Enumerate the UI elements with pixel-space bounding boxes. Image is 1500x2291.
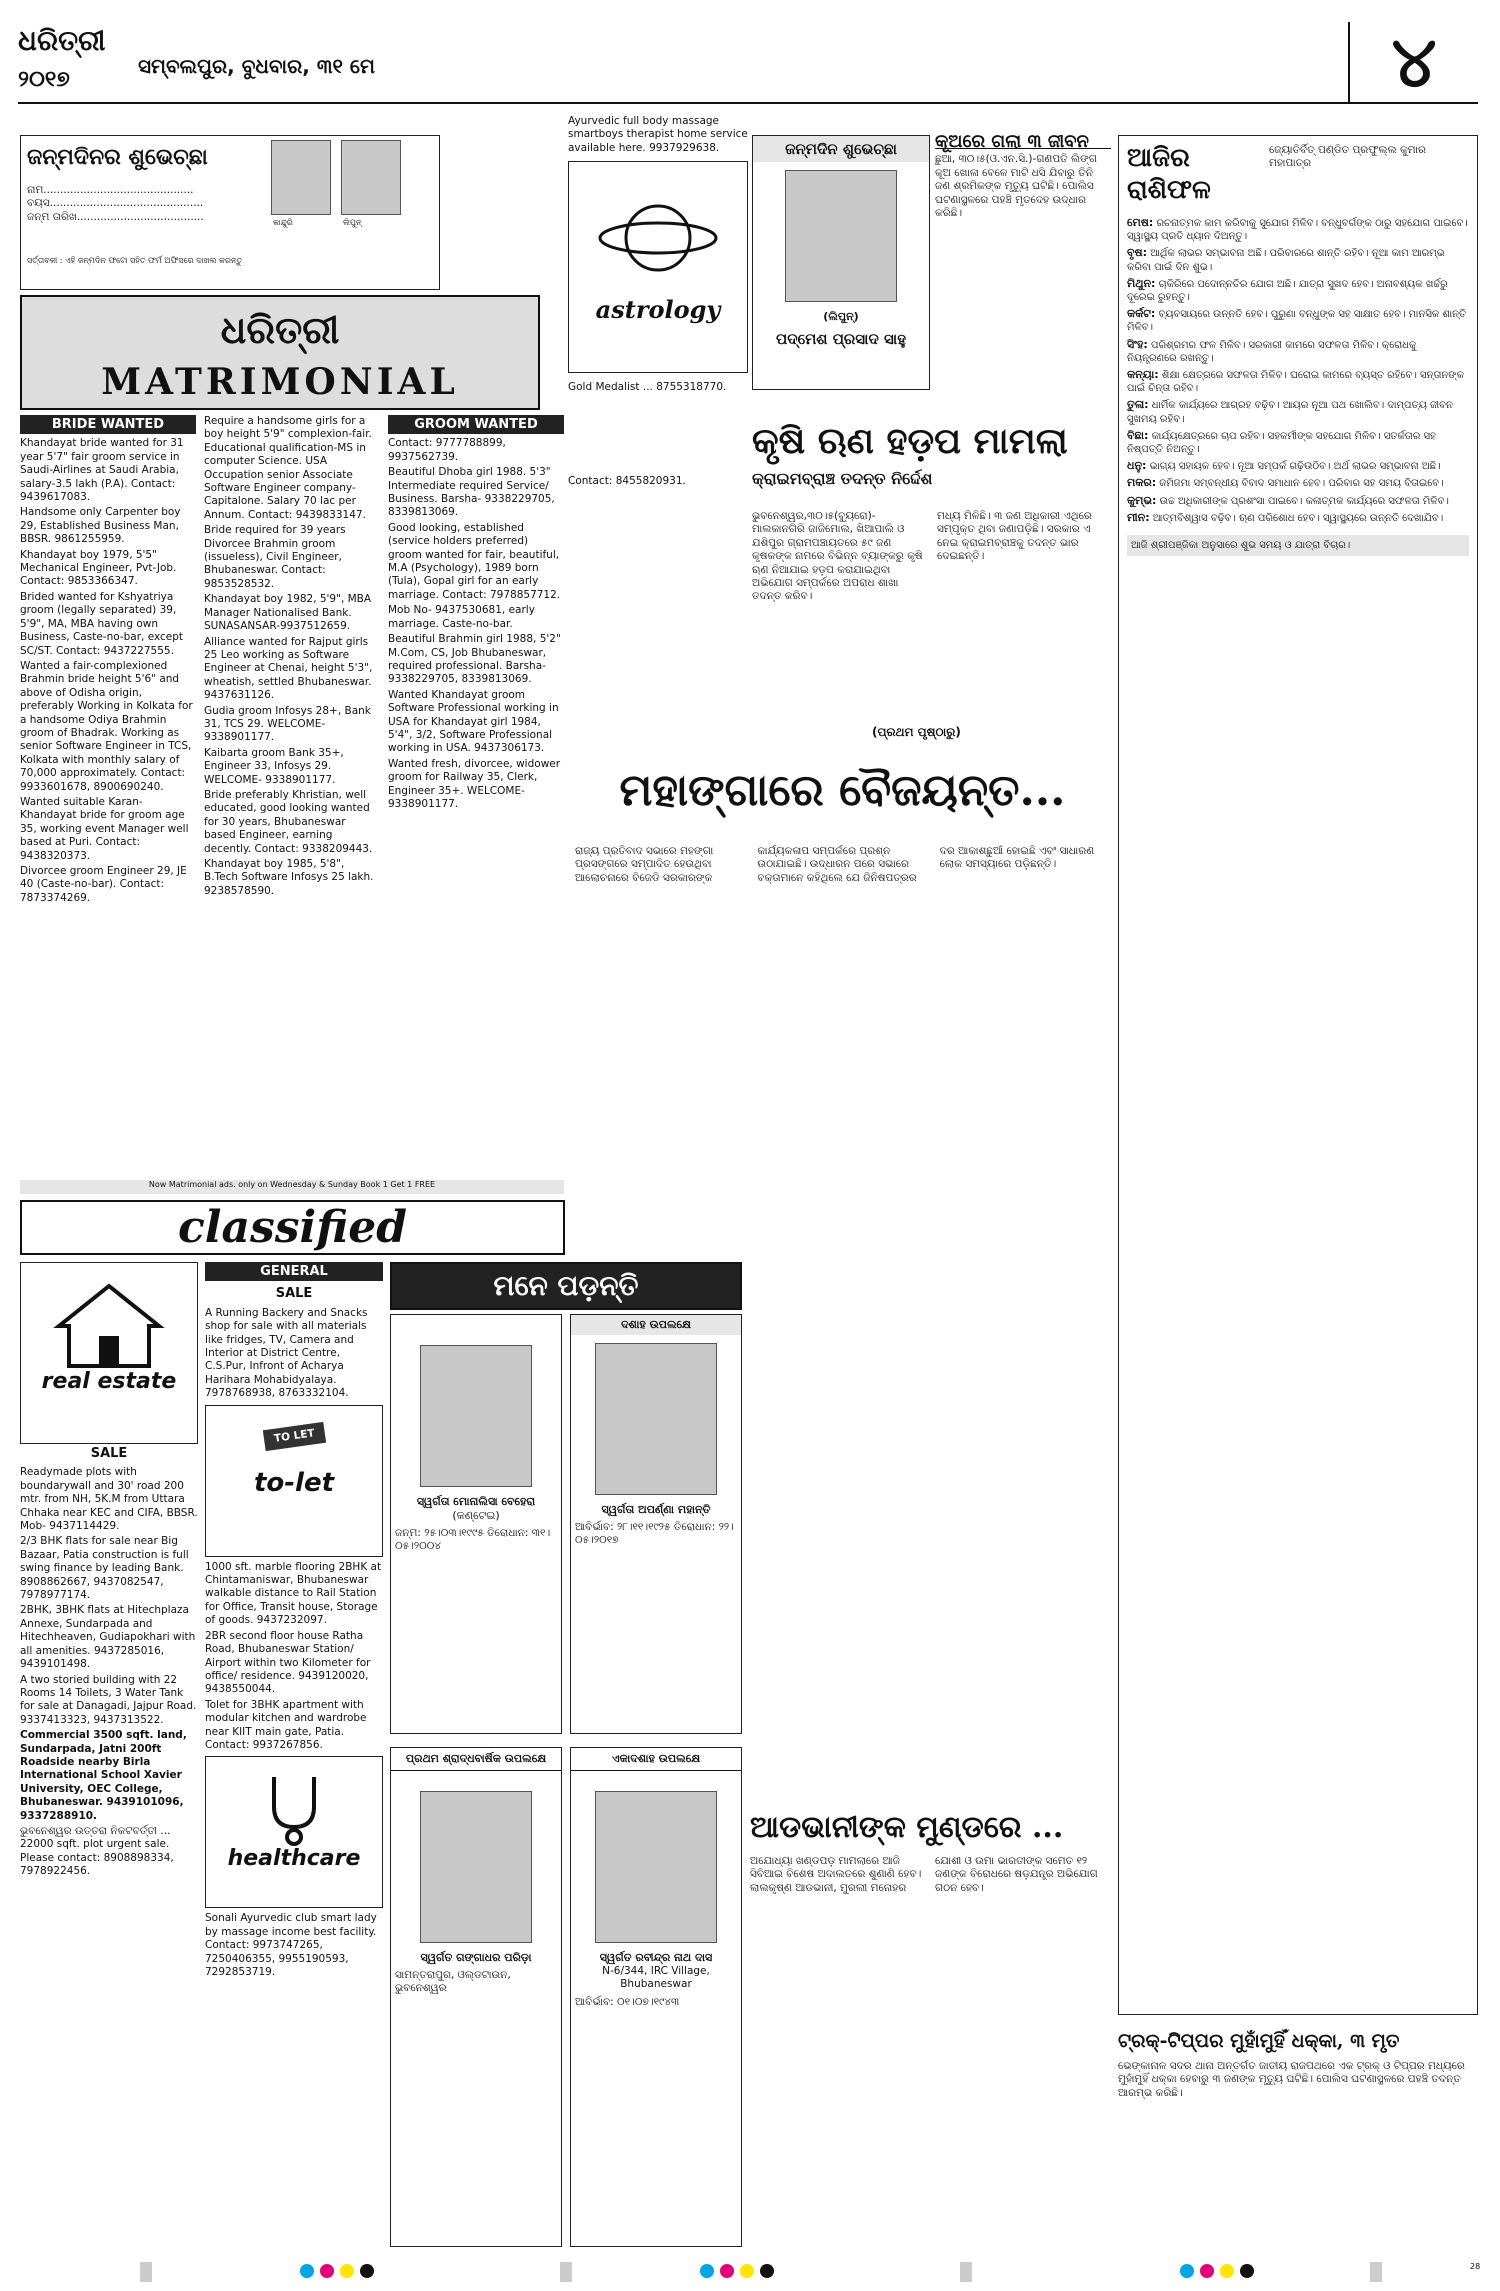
groom-wanted-column [388,415,564,1175]
rashiphala-signs [1127,216,1469,1946]
from-name: ପଦ୍ମେଶ ପ୍ରସାଦ ସାହୁ [776,330,906,348]
dateline: ସମ୍ବଲପୁର, ବୁଧବାର, ୩୧ ମେ [138,54,375,78]
rashi-text: ଉଚ୍ଚ ଅଧିକାରୀଙ୍କ ପ୍ରଶଂସା ପାଇବେ। କଳାତ୍ମକ କାର୍ଯ୍ୟରେ ସଫଳତା ମିଳିବ। [1159,495,1449,507]
memorial-name-3: ସ୍ୱର୍ଗତ ଗଙ୍ଗାଧର ପରିଡ଼ା [420,1951,532,1964]
classified-banner [20,1200,565,1255]
matrimonial-ad: Beautiful Dhoba girl 1988. 5'3" Intermediate required Service/ Business. Barsha- 9338229705, 8339813069. [388,466,555,519]
news-well-body: ଛୁଆ, ୩୦।୫(ଓ.ଏନ.ସି.)-ଗଣପତି ଲିଙ୍ଗ କୂଅ ଖୋଳା ବେଳେ ମାଟି ଧସି ଯିବାରୁ ତିନି ଜଣ ଶ୍ରମିକଙ୍କ ମୃତ୍ୟୁ ଘଟିଛି। ପୋଲିସ ଘଟଣାସ୍ଥଳରେ ପହଞ୍ଚି ମୃତଦେହ ଉଦ୍ଧାର କରିଛି। [935,153,1097,220]
classified-ad: 2/3 BHK flats for sale near Big Bazaar, Patia construction is full swing finance by leading Bank. 8908862667, 9437082547, 7978977174. [20,1535,189,1602]
matrimonial-ad: Good looking, established (service holders preferred) groom wanted for fair, beautiful, M.A (Psychology), 1989 born (Tula), Gopal girl for an early marriage. Contact: 7978857712. [388,521,561,601]
matrimonial-ad: Khandayat boy 1979, 5'5" Mechanical Engineer, Pvt-Job. Contact: 9853366347. [20,548,177,588]
matrimonial-ad: Brided wanted for Kshyatriya groom (legally separated) 39, 5'9", MA, MBA having own Business, Caste-no-bar, except SC/ST. Contact: 9437227555. [20,590,184,657]
rashi-text: ଆର୍ଥିକ ଲାଭର ସମ୍ଭାବନା ଅଛି। ପରିବାରରେ ଶାନ୍ତି ରହିବ। ନୂଆ କାମ ଆରମ୍ଭ କରିବା ପାଇଁ ଦିନ ଶୁଭ। [1127,248,1445,273]
rashi-item [1127,494,1469,508]
house-icon [49,1281,169,1371]
saturn-icon [598,178,718,298]
matrimonial-banner [20,295,540,410]
rashi-item [1127,307,1469,334]
rashi-text: ଜମିଜମା ସମ୍ବନ୍ଧୀୟ ବିବାଦ ସମାଧାନ ହେବ। ପରିବାର ସହ ସମୟ ବିତାଇବେ। [1159,478,1444,490]
memorial-text-1: ଜନ୍ମ: ୨୫।୦୩।୧୯୯୫ ତିରୋଧାନ: ୩୧।୦୫।୨୦୦୪ [395,1527,551,1553]
birthday-photo-1 [271,140,331,215]
child-photo [785,170,897,302]
rashi-item [1127,429,1469,456]
registration-dot-magenta [1200,2264,1214,2278]
rashi-name: ବୃଷ: [1127,246,1148,260]
registration-dot-yellow [340,2264,354,2278]
registration-marks [0,2256,1500,2291]
classified-ad: ଭୁବନେଶ୍ୱର ଉତ୍ତରା ନିକଟବର୍ତ୍ତୀ ... 22000 sqft. plot urgent sale. Please contact: 8908898334, 7978922456. [20,1824,174,1878]
birthday-wish-box [752,135,930,390]
memorial-2 [570,1314,742,1734]
classified-ad: A two storied building with 22 Rooms 14 Toilets, 3 Water Tank for sale at Danagadi, Jajpur Road. 9337413323, 9437313522. [20,1673,197,1726]
matrimonial-ad: Handsome only Carpenter boy 29, Established Business Man, BBSR. 9861255959. [20,506,181,546]
matrimonial-middle-column [204,415,380,1175]
rashi-name: କୁମ୍ଭ: [1127,493,1157,507]
memorial-photo-3 [420,1791,532,1943]
rashi-name: ବିଛା: [1127,428,1149,442]
registration-dot-magenta [720,2264,734,2278]
news-price [575,765,1110,1345]
memorial-photo-2 [595,1343,717,1495]
news-truck [1118,2030,1478,2250]
matrimonial-ad: Kaibarta groom Bank 35+, Engineer 33, Infosys 29. WELCOME- 9338901177. [204,746,344,786]
healthcare-label: healthcare [227,1845,361,1871]
news-loan [752,420,1112,750]
mane-padanti-section [390,1262,742,2247]
matrimonial-ad: Contact: 9777788899, 9937562739. [388,437,506,463]
memorial-name-1: ସ୍ୱର୍ଗତା ମୋନାଲିସା ବେହେରା [416,1495,536,1508]
general-column [205,1262,383,2247]
matrimonial-ad: Divorcee groom Engineer 29, JE 40 (Caste-no-bar). Contact: 7873374269. [20,865,187,904]
massage-ad: Ayurvedic full body massage smartboys therapist home service available here. 9937929638. [568,115,748,154]
rashi-item [1127,398,1469,425]
rashi-text: ପରିଶ୍ରମର ଫଳ ମିଳିବ। ସରକାରୀ କାମରେ ସଫଳତା ମିଳିବ। କ୍ରୋଧକୁ ନିୟନ୍ତ୍ରଣରେ ରଖନ୍ତୁ। [1127,339,1417,364]
rashi-text: ଭାଗ୍ୟ ସହାୟକ ହେବ। ନୂଆ ସମ୍ପର୍କ ଗଢ଼ିଉଠିବ। ଅର୍ଥ ଲାଭର ସମ୍ଭାବନା ଅଛି। [1149,461,1441,473]
memorial-text-2: ଆବିର୍ଭାବ: ୨୮।୧୧।୧୯୨୫ ତିରୋଧାନ: ୨୨।୦୫।୨୦୧୭ [575,1521,734,1547]
rashi-name: ମିଥୁନ: [1127,276,1156,290]
rashi-item [1127,511,1469,525]
news-truck-body: ଭେଙ୍କାନାଳ ସଦର ଥାନା ଅନ୍ତର୍ଗତ ଜାତୀୟ ରାଜପଥରେ ଏକ ଟ୍ରକ୍ ଓ ଟିପ୍ପର ମଧ୍ୟରେ ମୁହାଁମୁହିଁ ଧକ୍କା ହେବାରୁ ୩ ଜଣଙ୍କ ମୃତ୍ୟୁ ଘଟିଛି। ପୋଲିସ ଘଟଣାସ୍ଥଳରେ ପହଞ୍ଚି ତଦନ୍ତ ଆରମ୍ଭ କରିଛି। [1118,2060,1465,2099]
classified-ad: 2BHK, 3BHK flats at Hitechplaza Annexe, Sundarpada and Hitechheaven, Gudiapokhari with all amenities. 9437285016, 9439101498. [20,1604,196,1671]
registration-dot-black [360,2264,374,2278]
memorial-name-2: ସ୍ୱର୍ଗତା ଅପର୍ଣ୍ଣା ମହାନ୍ତି [601,1503,711,1516]
registration-dot-cyan [700,2264,714,2278]
matrimonial-ad: Gudia groom Infosys 28+, Bank 31, TCS 29. WELCOME- 9338901177. [204,704,371,744]
classified-ad: 2BR second floor house Ratha Road, Bhubaneswar Station/ Airport within two Kilometer for office/ residence. 9439120020, 9438550044. [205,1629,371,1696]
news-truck-headline: ଟ୍ରକ୍-ଟିପ୍ପର ମୁହାଁମୁହିଁ ଧକ୍କା, ୩ ମୃତ [1118,2030,1400,2052]
news-loan-body-right: ମଧ୍ୟ ମିଳିଛି। ୩ ଜଣ ଅଧିକାରୀ ଏଥିରେ ସମ୍ପୃକ୍ତ ଥିବା ଜଣାପଡ଼ିଛି। ସରକାର ଏ ନେଇ କ୍ରାଇମବ୍ରାଞ୍ଚକୁ ତଦନ୍ତ ଭାର ଦେଇଛନ୍ତି। [937,510,1092,563]
classified-ad: Sonali Ayurvedic club smart lady by massage income best facility. Contact: 9973747265, 7250406355, 9955190593, 7292853719. [205,1912,377,1978]
news-price-headline: ମହାଙ୍ଗାରେ ବୈଜୟନ୍ତ... [619,765,1066,816]
stethoscope-icon [254,1767,334,1847]
bride-wanted-column [20,415,196,1175]
newspaper-logo: ଧରିତ୍ରୀ ୨୦୧୭ [18,24,106,92]
memorial-name-4: ସ୍ୱର୍ଗତ ରବୀନ୍ଦ୍ର ନାଥ ଦାସ [599,1951,713,1964]
gold-medalist-ad: Gold Medalist ... 8755318770. [568,381,727,394]
rashi-name: ମେଷ: [1127,216,1154,229]
rashi-item [1127,246,1469,273]
photo-label-2: ଲିପୁନ୍ [343,218,362,227]
general-header: GENERAL [205,1262,383,1281]
real-estate-label: real estate [41,1369,177,1395]
memorial-title-4: ଏକାଦଶାହ ଉପଲକ୍ଷେ [571,1748,741,1771]
rashi-item [1127,216,1469,243]
rashi-name: କନ୍ୟା: [1127,368,1159,382]
news-well [935,135,1111,390]
birthday-photo-2 [341,140,401,215]
astrologer-name: ଜ୍ୟୋତିର୍ବିତ୍ ପଣ୍ଡିତ ପ୍ରଫୁଲ୍ଲ କୁମାର ମହାପାତ୍ର [1269,144,1426,170]
tolet-sign: TO LET [262,1422,325,1452]
news-loan-headline: କୃଷି ଋଣ ହଡ଼ପ ମାମଲା [752,420,1068,462]
matrimonial-ad: Bride required for 39 years Divorcee Brahmin groom (issueless), Civil Engineer, Bhubaneswar. Contact: 9853528532. [204,524,346,590]
memorial-title-2: ଦଶାହ ଉପଲକ୍ଷେ [571,1315,741,1335]
news-loan-subhead: କ୍ରାଇମବ୍ରାଞ୍ଚ ତଦନ୍ତ ନିର୍ଦ୍ଦେଶ [752,469,933,488]
general-sale-header: SALE [205,1284,383,1303]
real-estate-box [20,1262,198,1444]
registration-bar [560,2262,572,2282]
rashi-name: କର୍କଟ: [1127,307,1156,321]
news-well-headline: କୂଅରେ ଗଲା ୩ ଜୀବନ [935,135,1111,149]
memorial-1 [390,1314,562,1734]
form-field-age: ବୟସ.............................................. [27,197,204,210]
news-advani-headline: ଆଡଭାନୀଙ୍କ ମୁଣ୍ଡରେ ... [750,1810,1064,1845]
rashi-name: ସିଂହ: [1127,337,1148,351]
astrology-label: astrology [595,294,721,324]
birthday-form [20,135,440,290]
photo-label-1: କାନ୍ଦୁରି [273,218,293,227]
memorial-photo-4 [595,1791,717,1943]
rashi-item [1127,338,1469,365]
matrimonial-ad: Khandayat boy 1985, 5'8", B.Tech Software Infosys 25 lakh. 9238578590. [204,858,374,897]
news-price-body: ରାଜ୍ୟ ପ୍ରତିବାଦ ସଭାରେ ମହଙ୍ଗା ପ୍ରସଙ୍ଗରେ ସମ୍ପାଦିତ ହେଉଥିବା ଆଲୋଚନାରେ ବିଜେଡି ସରକାରଙ୍କ କାର୍ଯ୍ୟକଳାପ ସମ୍ପର୍କରେ ପ୍ରଶ୍ନ ଉଠାଯାଇଛି। ଉଦ୍ଧାରନ ପରେ ସଭାରେ ବକ୍ତାମାନେ କହିଥିଲେ ଯେ ଜିନିଷପତ୍ରର ଦର ଆକାଶଛୁଆଁ ହୋଇଛି ଏବଂ ସାଧାରଣ ଲୋକ ସମସ୍ୟାରେ ପଡ଼ିଛନ୍ତି। [575,845,1095,884]
news-advani-body: ଅଯୋଧ୍ୟା ଖଣ୍ଡପଡ଼ ମାମଲାରେ ଆଜି ସିବିଆଇ ବିଶେଷ ଅଦାଲତରେ ଶୁଣାଣି ହେବ। ଲାଲକୃଷ୍ଣ ଆଡଭାନୀ, ମୁରଲୀ ମନୋହର ଯୋଶୀ ଓ ଉମା ଭାରତୀଙ୍କ ସମେତ ୧୨ ଜଣଙ୍କ ବିରୋଧରେ ଷଡ଼ଯନ୍ତ୍ର ଅଭିଯୋଗ ଗଠନ ହେବ। [750,1855,1098,1894]
birthday-wish-title: ଜନ୍ମଦିନ ଶୁଭେଚ୍ଛା [753,136,929,162]
memorial-4 [570,1747,742,2247]
healthcare-box [205,1756,383,1908]
registration-dot-cyan [1180,2264,1194,2278]
memorial-3 [390,1747,562,2247]
registration-dot-cyan [300,2264,314,2278]
memorial-photo-1 [420,1345,532,1487]
matrimonial-ad: Beautiful Brahmin girl 1988, 5'2" M.Com, CS, Job Bhubaneswar, required professional. Barsha- 9338229705, 8339813069. [388,633,561,686]
masthead [18,22,1478,104]
news-loan-body-left: ଭୁବନେଶ୍ୱର,୩୦।୫(ବ୍ୟୁରୋ)- ମାଲକାନଗିରି ଜାଜିମୋଲ, ଖିଆପାଲି ଓ ଯଶିପୁର ଗ୍ରାମପଞ୍ଚାୟତରେ ୫୯ ଜଣ କୃଷକଙ୍କ ନାମରେ ବିଭିନ୍ନ ବ୍ୟାଙ୍କରୁ କୃଷି ଋଣ ନିଆଯାଇ ହଡ଼ପ କରାଯାଇଥିବା ଅଭିଯୋଗ ସମ୍ପର୍କରେ ଅପରାଧ ଶାଖା ତଦନ୍ତ କରିବ। [752,510,923,603]
rashi-item [1127,459,1469,473]
rashi-name: ମୀନ: [1127,510,1150,524]
matrimonial-ad: Wanted Khandayat groom Software Professional working in USA for Khandayat girl 1984, 5'4", 3/2, Software Professional working in USA. 9437306173. [388,688,559,755]
registration-dot-yellow [740,2264,754,2278]
page-number: ୪ [1348,22,1478,102]
registration-bar [1370,2262,1382,2282]
matrimonial-ad: Wanted a fair-complexioned Brahmin bride height 5'6" and above of Odisha origin, preferably Working in Kolkata for a handsome Odiya Brahmin groom of Bhadrak. Working as senior Software Engineer in TCS, Kolkata with monthly salary of 70,000 approximately. Contact: 9933601678, 8900690240. [20,659,193,793]
memorial-sub-1: (କଣ୍ଟେଇ) [452,1509,500,1522]
memorial-text-3: ସାମନ୍ତରାପୁର, ଓଲ୍ଡଟାଉନ, ଭୁବନେଶ୍ୱର [395,1969,511,1995]
continued-label: (ପ୍ରଥମ ପୃଷ୍ଠାରୁ) [872,725,961,739]
matrimonial-footer: Now Matrimonial ads. only on Wednesday & Sunday Book 1 Get 1 FREE [20,1180,564,1194]
rashi-text: ଧାର୍ମିକ କାର୍ଯ୍ୟରେ ଆଗ୍ରହ ବଢ଼ିବ। ଆୟର ନୂଆ ପଥ ଖୋଲିବ। ଦାମ୍ପତ୍ୟ ଜୀବନ ସୁଖମୟ ରହିବ। [1127,400,1453,425]
rashiphala-title: ଆଜିର ରାଶିଫଳ [1127,143,1211,205]
dharitri-banner-logo: ଧରିତ୍ରୀ [220,307,340,352]
registration-bar [140,2262,152,2282]
rashi-item [1127,368,1469,395]
classified-ad: 1000 sft. marble flooring 2BHK at Chintamaniswar, Bhubaneswar walkable distance to Rail Station for Office, Transit house, Storage of goods. 9437232097. [205,1560,382,1627]
sale-header: SALE [20,1444,198,1463]
tolet-box [205,1405,383,1557]
print-page-number: 28 [1470,2262,1481,2271]
rashiphala-footer-note: ଆଜି ଶ୍ରୀପଞ୍ଜିକା ଅନୁସାରେ ଶୁଭ ସମୟ ଓ ଯାତ୍ରା ବିଚାର। [1127,535,1469,556]
matrimonial-ad: Bride preferably Khristian, well educated, good looking wanted for 30 years, Bhubaneswar based Engineer, earning decently. Contact: 9338209443. [204,788,373,855]
bride-wanted-header: BRIDE WANTED [20,415,196,434]
matrimonial-ad: Require a handsome girls for a boy height 5'9" complexion-fair. Educational qualification-MS in computer Science. USA Occupation senior Associate Software Engineer company-Capitalone. Salary 70 lac per Annum. Contact: 9439833147. [204,415,372,521]
child-name: (ଲିପୁନ୍) [823,310,859,323]
memorial-text-4: ଆବିର୍ଭାବ: ୦୧।୦୭।୧୯୪୩ [575,1995,680,2008]
registration-dot-black [760,2264,774,2278]
matrimonial-ad: Wanted fresh, divorcee, widower groom for Railway 35, Clerk, Engineer 35+. WELCOME- 9338901177. [388,757,561,810]
astrology-ad-box [568,161,748,373]
registration-dot-black [1240,2264,1254,2278]
rashi-item [1127,277,1469,304]
rashi-name: ଧନୁ: [1127,459,1147,473]
classified-title: classified [177,1202,408,1253]
news-advani [750,1810,1110,2250]
classified-ad: Tolet for 3BHK apartment with modular kitchen and wardrobe near KIIT main gate, Patia. Contact: 9937267856. [205,1698,367,1751]
mane-padanti-banner: ମନେ ପଡ଼ନ୍ତି [390,1262,742,1310]
classified-ad: Commercial 3500 sqft. land, Sundarpada, Jatni 200ft Roadside nearby Birla International School Xavier University, OEC College, Bhubaneswar. 9439101096, 9337288910. [20,1729,187,1822]
memorial-sub-4: N-6/344, IRC Village, Bhubaneswar [602,1965,710,1991]
rashi-item [1127,476,1469,490]
rashi-name: ତୁଳା: [1127,398,1149,412]
rashi-text: ଆତ୍ମବିଶ୍ୱାସ ବଢ଼ିବ। ଋଣ ପରିଶୋଧ ହେବ। ସ୍ୱାସ୍ଥ୍ୟରେ ଉନ୍ନତି ଦେଖାଯିବ। [1152,512,1444,524]
matrimonial-ad: Khandayat bride wanted for 31 year 5'7" fair groom service in Saudi-Airlines at Saudi Arabia, salary-3.5 lakh (P.A). Contact: 9439617083. [20,437,184,504]
rashi-text: ଶିକ୍ଷା କ୍ଷେତ୍ରରେ ସଫଳତା ମିଳିବ। ଘରୋଇ କାମରେ ବ୍ୟସ୍ତ ରହିବେ। ସନ୍ତାନଙ୍କ ପାଇଁ ଚିନ୍ତା ରହିବ। [1127,370,1464,395]
matrimonial-ad: Alliance wanted for Rajput girls 25 Leo working as Software Engineer at Chenai, height 5'3", wheatish, settled Bhubaneswar. 9437631126. [204,635,373,702]
form-rules: ସର୍ତ୍ତାବଳୀ : ଏହି ଜନ୍ମଦିନ ଫଟୋ ସହିତ ଫର୍ମ ଅଫିସରେ ଦାଖଲ କରନ୍ତୁ [27,256,243,265]
birthday-form-title: ଜନ୍ମଦିନର ଶୁଭେଚ୍ଛା [27,144,208,170]
matrimonial-ad: Khandayat boy 1982, 5'9", MBA Manager Nationalised Bank. SUNASANSAR-9937512659. [204,593,372,633]
classified-ad: Readymade plots with boundarywall and 30' road 200 mtr. from NH, 5K.M from Uttara Chhaka near KEC and CIFA, BBSR. Mob- 9437114429. [20,1466,198,1533]
form-field-name: ନାମ............................................. [27,184,194,196]
matrimonial-ad: Mob No- 9437530681, early marriage. Caste-no-bar. [388,604,535,630]
form-field-dob: ଜନ୍ମ ତାରିଖ...................................... [27,210,204,223]
rashi-name: ମକର: [1127,476,1157,490]
registration-dot-magenta [320,2264,334,2278]
rashi-text: ରଚନାତ୍ମକ କାମ କରିବାକୁ ସୁଯୋଗ ମିଳିବ। ବନ୍ଧୁବର୍ଗଙ୍କ ଠାରୁ ସହଯୋଗ ପାଇବେ। ସ୍ୱାସ୍ଥ୍ୟ ପ୍ରତି ଧ୍ୟାନ ଦିଅନ୍ତୁ। [1127,218,1468,243]
groom-wanted-header: GROOM WANTED [388,415,564,434]
classified-ad: A Running Backery and Snacks shop for sale with all materials like fridges, TV, Camera and Interior at District Centre, C.S.Pur, Infront of Acharya Harihara Mohabidyalaya. 7978768938, 8763332104. [205,1306,368,1400]
rashiphala-box [1118,135,1478,2015]
rashi-text: ଚାକିରିରେ ପଦୋନ୍ନତିର ଯୋଗ ଅଛି। ଯାତ୍ରା ସୁଖଦ ହେବ। ଅନାବଶ୍ୟକ ଖର୍ଚ୍ଚରୁ ଦୂରେଇ ରୁହନ୍ତୁ। [1127,278,1448,304]
tolet-label: to-let [253,1468,335,1499]
astrology-contact: Contact: 8455820931. [568,474,686,487]
matrimonial-ad: Wanted suitable Karan-Khandayat bride for groom age 35, working event Manager well based at Puri. Contact: 9438320373. [20,795,189,862]
registration-bar [960,2262,972,2282]
rashi-text: ବ୍ୟବସାୟରେ ଉନ୍ନତି ହେବ। ପୁରୁଣା ବନ୍ଧୁଙ୍କ ସହ ସାକ୍ଷାତ ହେବ। ମାନସିକ ଶାନ୍ତି ମିଳିବ। [1127,309,1467,334]
rashi-text: କାର୍ଯ୍ୟକ୍ଷେତ୍ରରେ ଚାପ ରହିବ। ସହକର୍ମୀଙ୍କ ସହଯୋଗ ମିଳିବ। ସତର୍କତାର ସହ ନିଷ୍ପତ୍ତି ନିଅନ୍ତୁ। [1127,430,1436,456]
astrology-ad-column [568,115,748,545]
registration-dot-yellow [1220,2264,1234,2278]
matrimonial-title: MATRIMONIAL [101,361,459,403]
memorial-title-3: ପ୍ରଥମ ଶ୍ରାଦ୍ଧବାର୍ଷିକ ଉପଲକ୍ଷେ [391,1748,561,1771]
real-estate-column [20,1262,198,2247]
